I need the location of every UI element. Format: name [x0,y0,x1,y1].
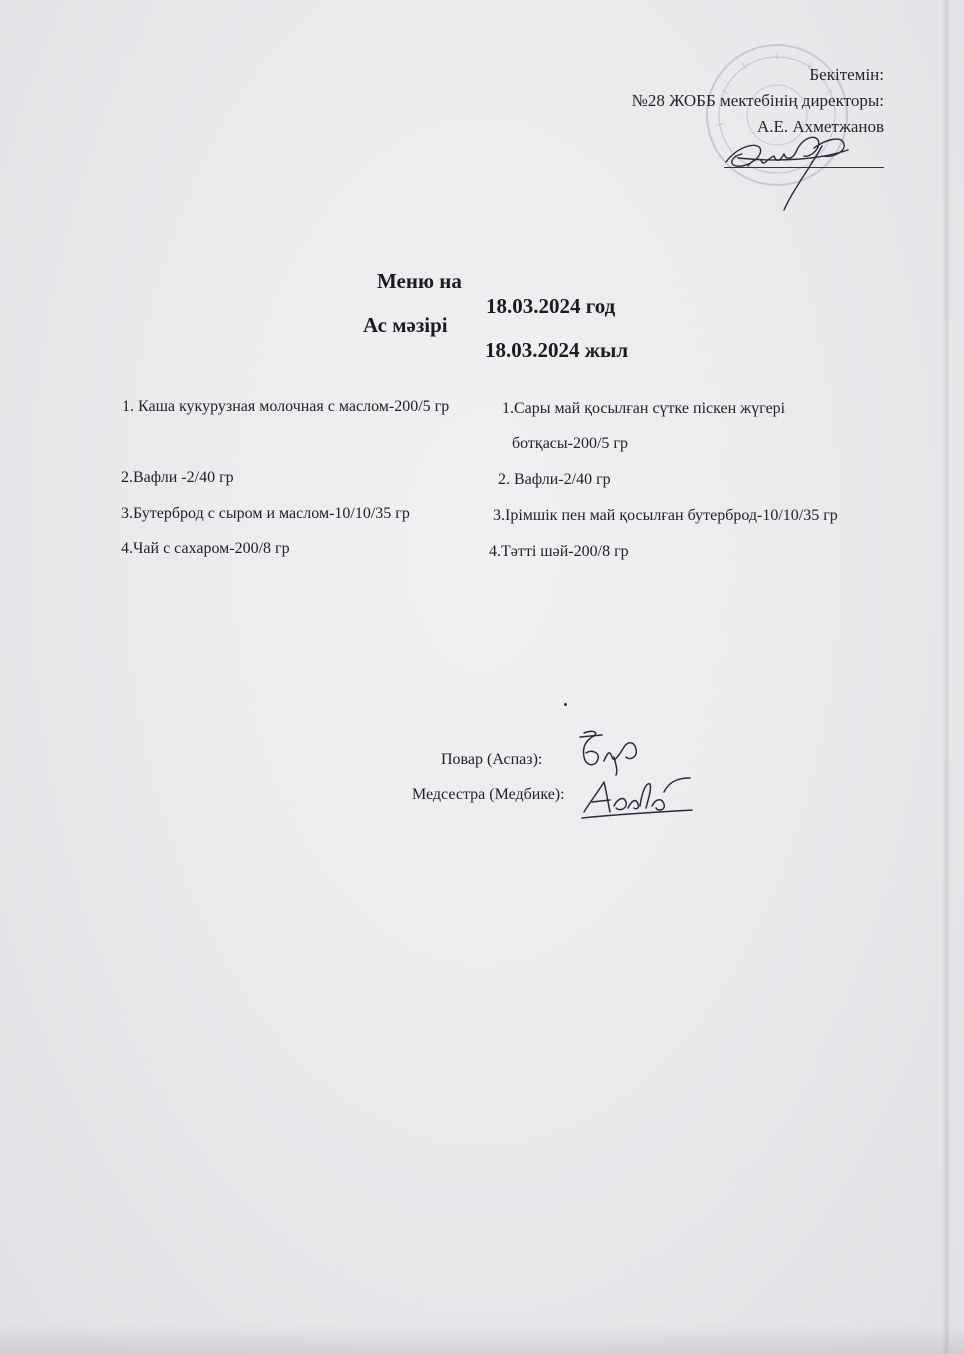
page-bottom-shadow [0,1324,964,1354]
page-edge-shadow [942,0,950,1354]
menu-kz-item-3: 3.Ірімшік пен май қосылған бутерброд-10/10/35 гр [493,507,838,524]
nurse-signature [580,772,695,822]
cook-label: Повар (Аспаз): [441,751,543,768]
menu-kz-item-2: 2. Вафли-2/40 гр [498,471,611,488]
menu-kz-item-1-cont: ботқасы-200/5 гр [512,435,628,452]
nurse-label: Медсестра (Медбике): [412,786,565,803]
cook-signature [574,727,654,777]
approval-title: Бекітемін: [809,65,884,84]
menu-ru-item-1: 1. Каша кукурузная молочная с маслом-200/5 гр [122,398,450,415]
approval-director-name: А.Е. Ахметжанов [756,117,884,136]
menu-title-ru-date: 18.03.2024 год [486,294,616,318]
menu-title-kz-date: 18.03.2024 жыл [485,338,629,362]
menu-title-kz [0,288,964,388]
menu-ru-item-2: 2.Вафли -2/40 гр [121,469,234,486]
director-signature [718,128,888,218]
menu-title-ru-label: Меню на [377,269,462,293]
menu-ru-item-4: 4.Чай с сахаром-200/8 гр [121,540,290,557]
menu-title-kz-label: Ас мәзірі [363,313,448,337]
stray-dot [564,703,567,706]
approval-position: №28 ЖОББ мектебінің директоры: [631,91,884,110]
menu-kz-item-1: 1.Сары май қосылған сүтке піскен жүгері [502,400,786,417]
menu-kz-item-4: 4.Тәтті шәй-200/8 гр [489,543,629,560]
menu-ru-item-3: 3.Бутерброд с сыром и маслом-10/10/35 гр [121,505,410,522]
